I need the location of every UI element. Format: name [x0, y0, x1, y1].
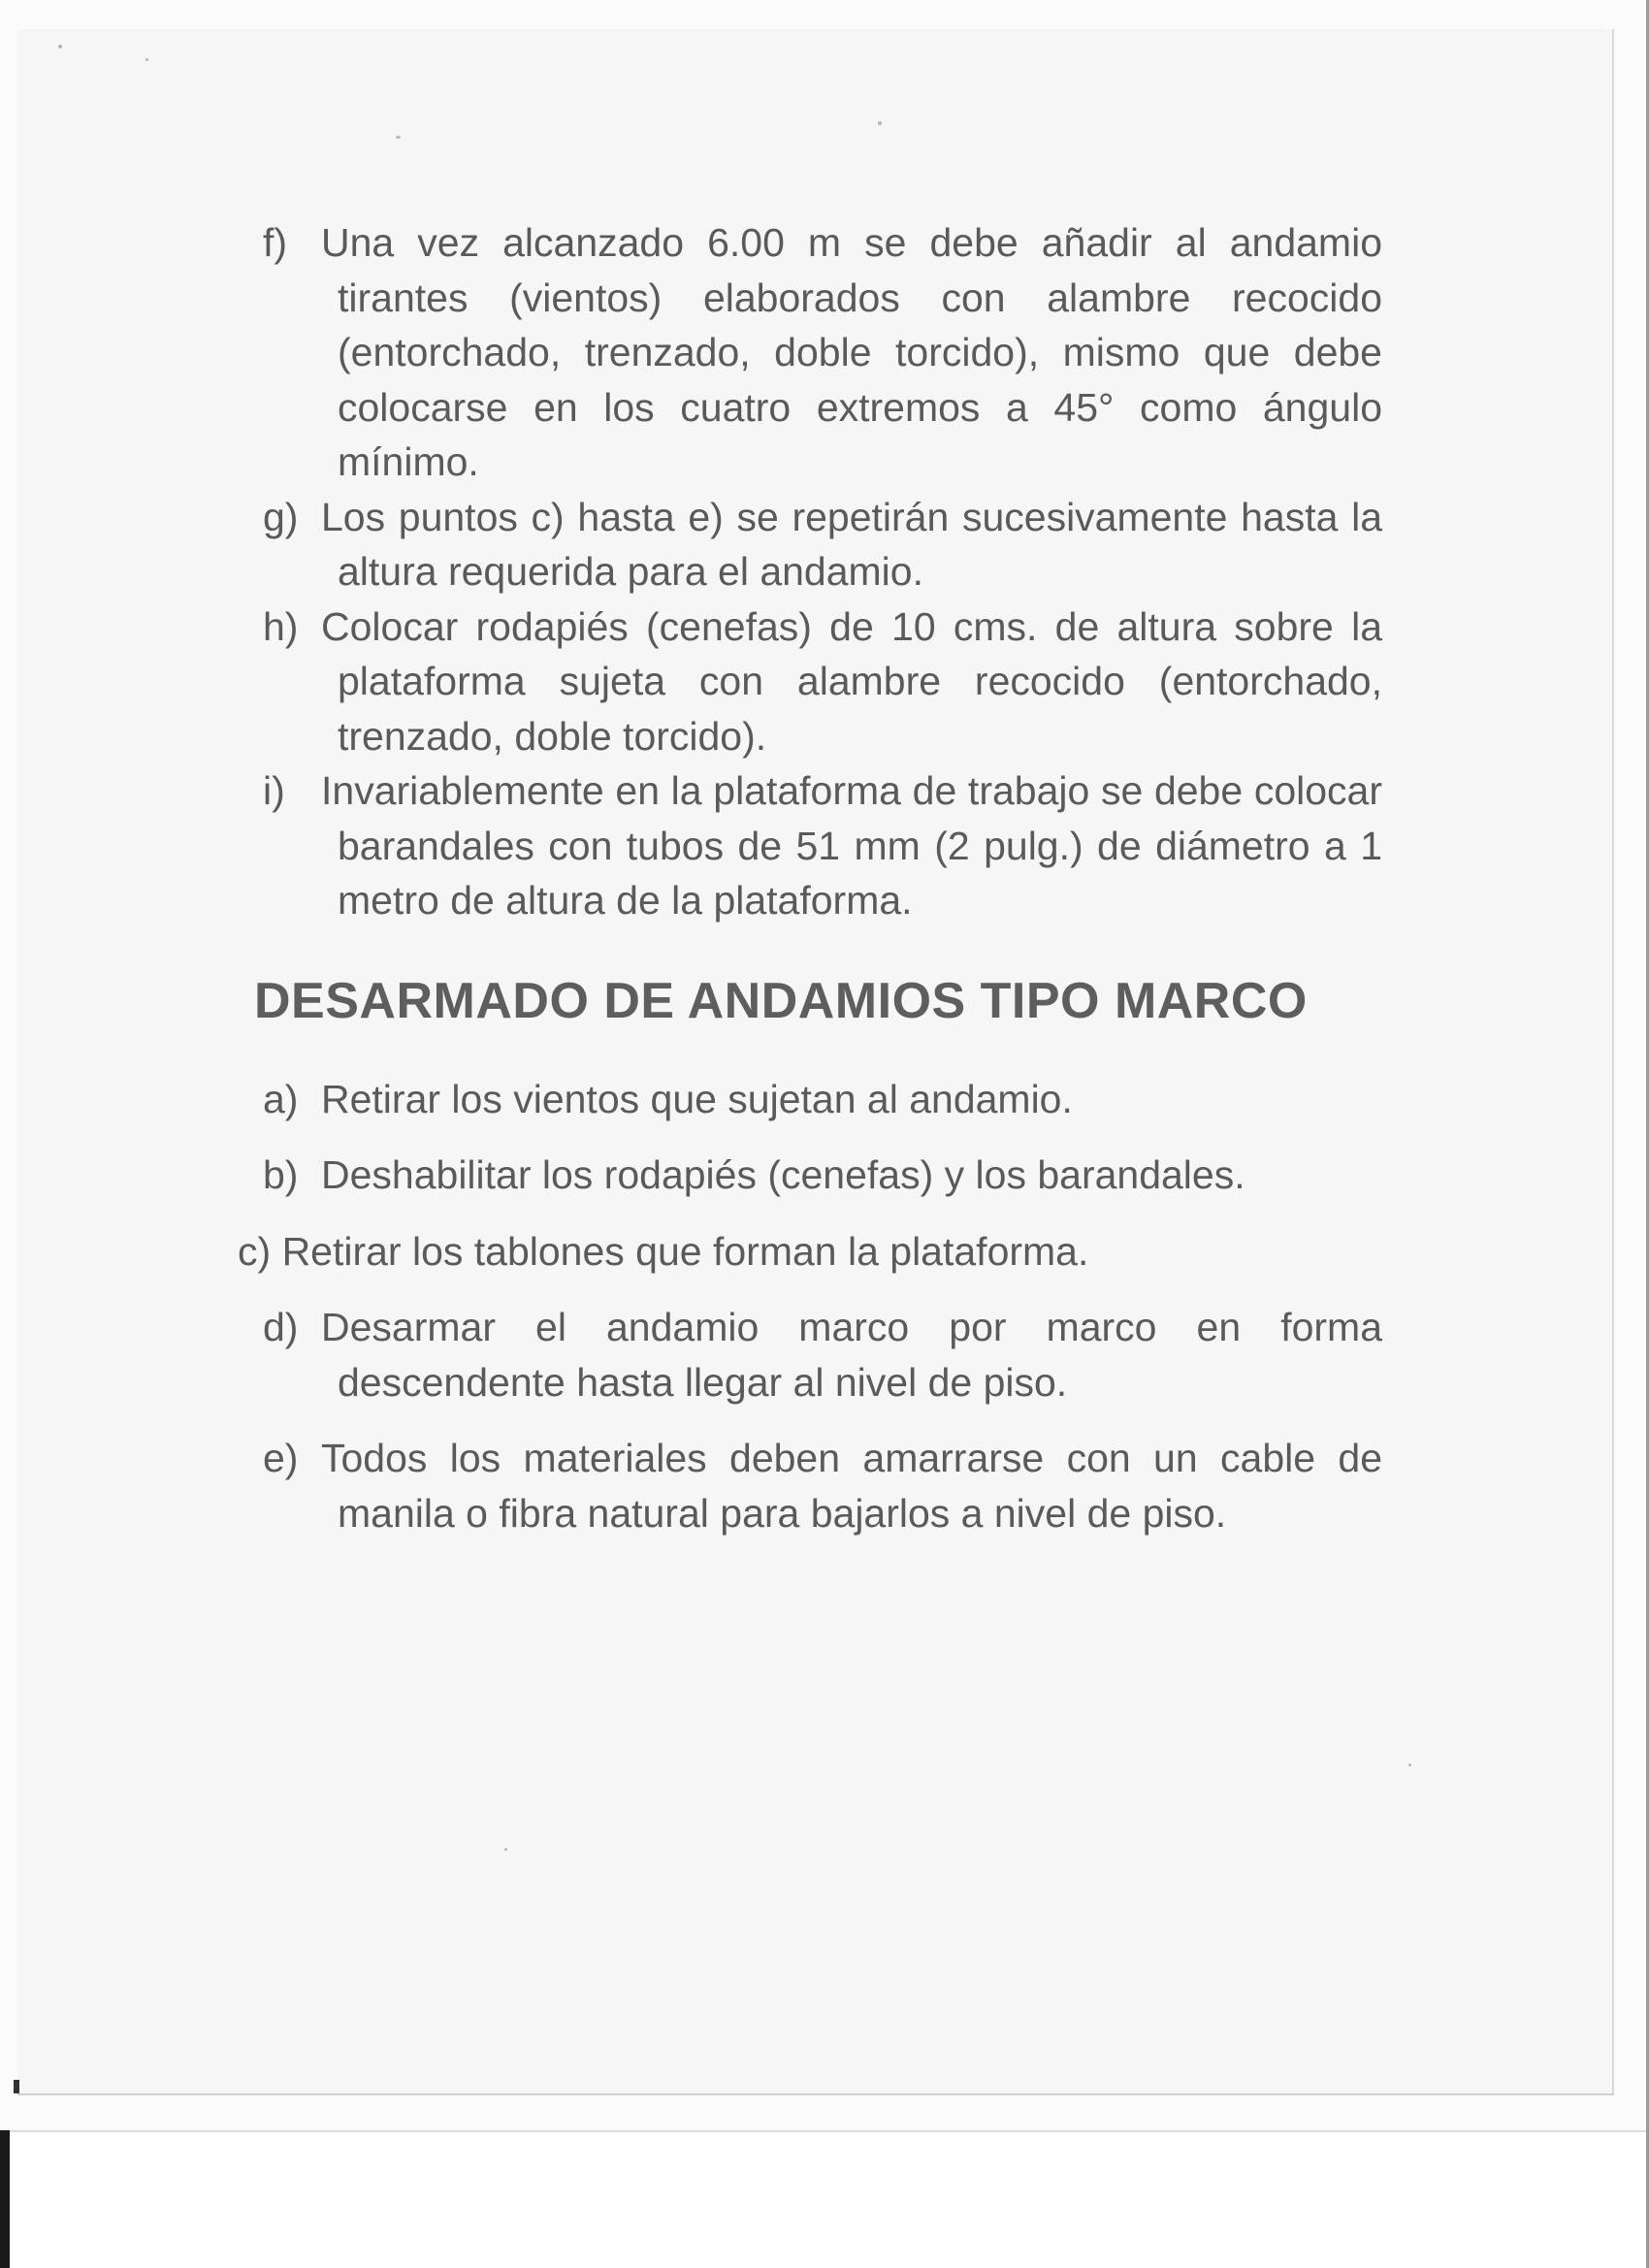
- list-item: [238, 1300, 1382, 1409]
- list-marker: g): [263, 494, 299, 539]
- scan-speck: [878, 121, 882, 125]
- list-marker: b): [263, 1152, 299, 1197]
- list-item-text: Deshabilitar los rodapiés (cenefas) y los barandales.: [321, 1152, 1245, 1197]
- list-item: [238, 763, 1382, 928]
- list-marker: h): [263, 603, 299, 649]
- list-item-text: Invariablemente en la plataforma de trabajo se debe colocar barandales con tubos de 51 mm (2 pulg.) de diámetro a 1 metro de altura de la plataforma.: [321, 768, 1382, 923]
- list-item-text: Retirar los tablones que forman la plataforma.: [281, 1228, 1089, 1274]
- list-item: [238, 599, 1382, 764]
- list-item-text: Desarmar el andamio marco por marco en forma descendente hasta llegar al nivel de piso.: [321, 1305, 1382, 1405]
- dismantling-steps-list: [238, 1072, 1382, 1541]
- document-body: [238, 215, 1382, 1562]
- list-item: [238, 1431, 1382, 1540]
- scan-speck: [58, 45, 62, 49]
- scan-edge-shadow: [0, 2130, 10, 2268]
- list-marker: c): [238, 1228, 272, 1274]
- list-item: [238, 490, 1382, 599]
- list-item: [238, 1148, 1382, 1203]
- steps-continued-list: [238, 215, 1382, 928]
- list-marker: i): [263, 768, 285, 813]
- list-marker: d): [263, 1305, 299, 1349]
- list-item: [238, 1072, 1382, 1127]
- scanner-bed-margin: [0, 2130, 1649, 2268]
- list-marker: a): [263, 1076, 299, 1121]
- scan-speck: [1408, 1764, 1411, 1766]
- section-heading: DESARMADO DE ANDAMIOS TIPO MARCO: [254, 972, 1308, 1029]
- list-marker: e): [263, 1436, 299, 1480]
- scan-speck: [504, 1848, 507, 1851]
- list-item-text: Una vez alcanzado 6.00 m se debe añadir al andamio tirantes (vientos) elaborados con alambre recocido (entorchado, trenzado, doble torcido), mismo que debe colocarse en los cuatro extremos a 45° como ángulo mínimo.: [321, 220, 1382, 484]
- list-marker: f): [263, 220, 288, 265]
- scan-speck: [396, 136, 401, 139]
- list-item-text: Colocar rodapiés (cenefas) de 10 cms. de altura sobre la plataforma sujeta con alambre recocido (entorchado, trenzado, doble torcido).: [321, 603, 1382, 759]
- scan-speck: [146, 58, 148, 61]
- list-item: [238, 215, 1382, 490]
- list-item: [238, 1224, 1382, 1280]
- list-item-text: Retirar los vientos que sujetan al andamio.: [321, 1076, 1073, 1121]
- list-item-text: Los puntos c) hasta e) se repetirán sucesivamente hasta la altura requerida para el andamio.: [321, 494, 1382, 594]
- scan-artifact-mark: [14, 2080, 19, 2093]
- list-item-text: Todos los materiales deben amarrarse con un cable de manila o fibra natural para bajarlos a nivel de piso.: [321, 1436, 1382, 1536]
